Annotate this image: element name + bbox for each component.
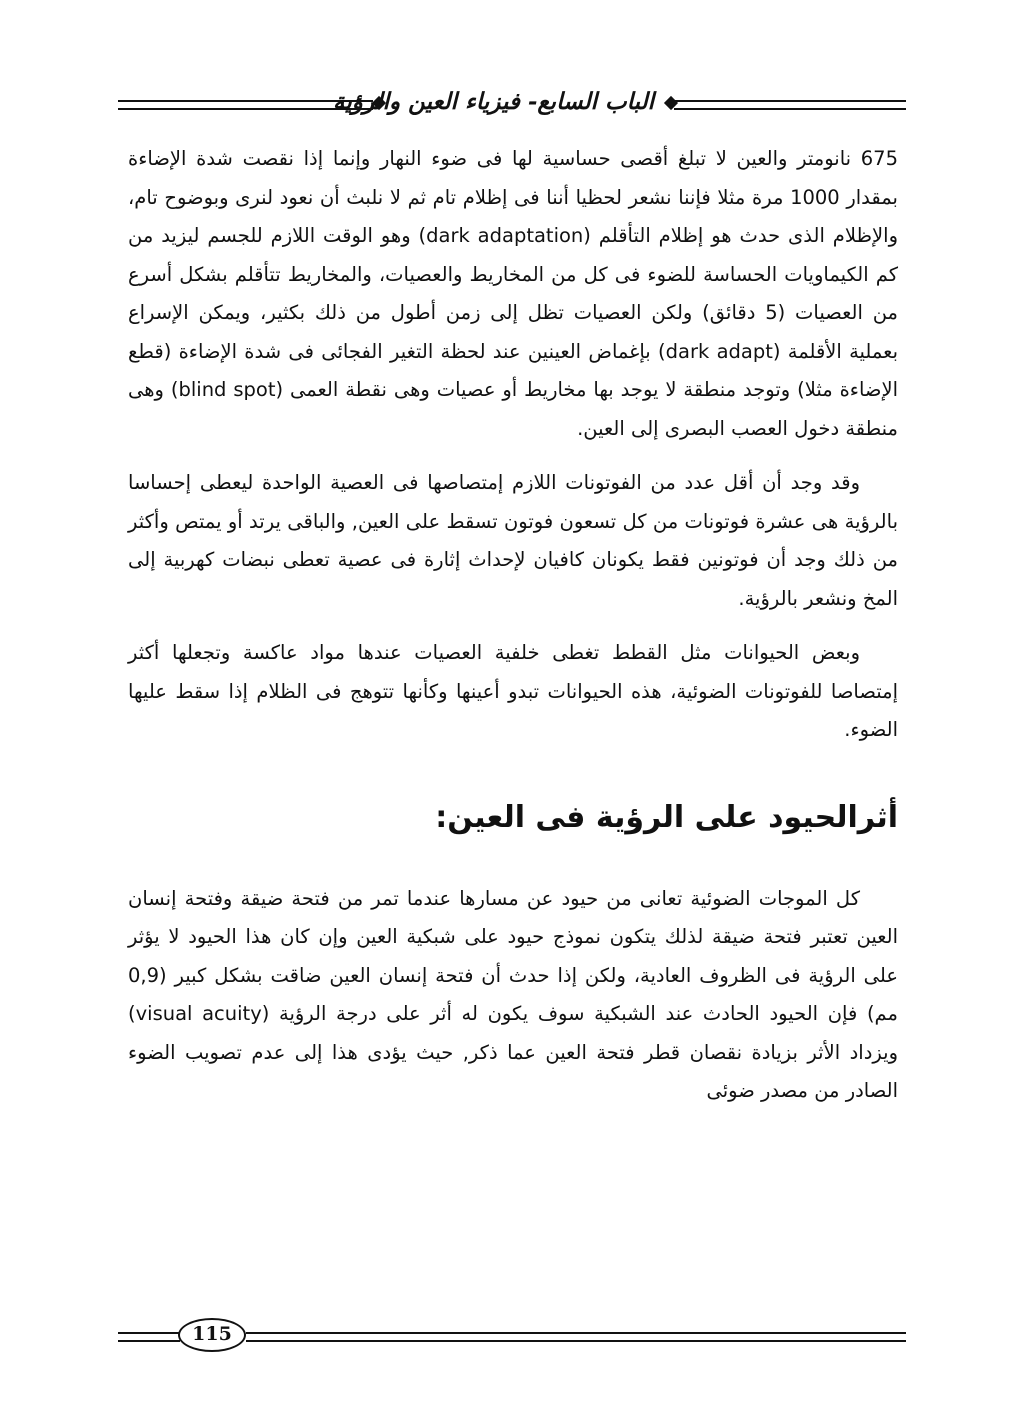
paragraph-dark-adaptation: 675 نانومتر والعين لا تبلغ أقصى حساسية لها فى ضوء النهار وإنما إذا نقصت شدة الإضاءة بمقدار 1000 مرة مثلا فإننا نشعر لحظيا أننا فى إظلام تام ثم لا نلبث أن نعود لنرى وبوضوح تام، والإظلام الذى حدث هو إظلام التأقلم (dark adaptation) وهو الوقت اللازم للجسم ليزيد من كم الكيماويات الحساسة للضوء فى كل من المخاريط والعصيات، والمخاريط تتأقلم بشكل أسرع من العصيات (5 دقائق) ولكن العصيات تظل إلى زمن أطول من ذلك بكثير، ويمكن الإسراع بعملية الأقلمة (dark adapt) بإغماض العينين عند لحظة التغير الفجائى فى شدة الإضاءة (قطع الإضاءة مثلا) وتوجد منطقة لا يوجد بها مخاريط أو عصيات وهى نقطة العمى (blind spot) وهى منطقة دخول العصب البصرى إلى العين. (128, 147, 899, 440)
footer-rule-left (118, 1332, 180, 1342)
header-rule-right (674, 100, 906, 110)
page-footer (118, 1316, 906, 1356)
running-header (118, 88, 906, 122)
paragraph-animals: وبعض الحيوانات مثل القطط تغطى خلفية العصيات عندها مواد عاكسة وتجعلها أكثر إمتصاصا للفوتونات الضوئية، هذه الحيوانات تبدو أعينها وكأنها تتوهج فى الظلام إذا سقط عليها الضوء. (128, 641, 898, 741)
section-heading: أثرالحيود على الرؤية فى العين: (435, 799, 898, 835)
page-number: 115 (178, 1318, 246, 1352)
paragraph-photons: وقد وجد أن أقل عدد من الفوتونات اللازم إمتصاصها فى العصية الواحدة ليعطى إحساسا بالرؤية هى عشرة فوتونات من كل تسعون فوتون تسقط على العين, والباقى يرتد أو يمتص وأكثر من ذلك وجد أن فوتونين فقط يكونان كافيان لإحداث إثارة فى عصية تعطى نبضات كهربية إلى المخ ونشعر بالرؤية. (128, 471, 898, 610)
chapter-title: الباب السابع- فيزياء العين والرؤية (333, 88, 654, 115)
page-content (128, 140, 898, 1111)
footer-rule-right (246, 1332, 906, 1342)
paragraph-diffraction: كل الموجات الضوئية تعانى من حيود عن مسارها عندما تمر من فتحة ضيقة وفتحة إنسان العين تعتبر فتحة ضيقة لذلك يتكون نموذج حيود على شبكية العين وإن كان هذا الحيود لا يؤثر على الرؤية فى الظروف العادية، ولكن إذا حدث أن فتحة إنسان العين ضاقت بشكل كبير (0,9 مم) فإن الحيود الحادث عند الشبكية سوف يكون له أثر على درجة الرؤية (visual acuity) ويزداد الأثر بزيادة نقصان قطر فتحة العين عما ذكر, حيث يؤدى هذا إلى عدم تصويب الضوء الصادر من مصدر ضوئى (128, 886, 898, 1102)
